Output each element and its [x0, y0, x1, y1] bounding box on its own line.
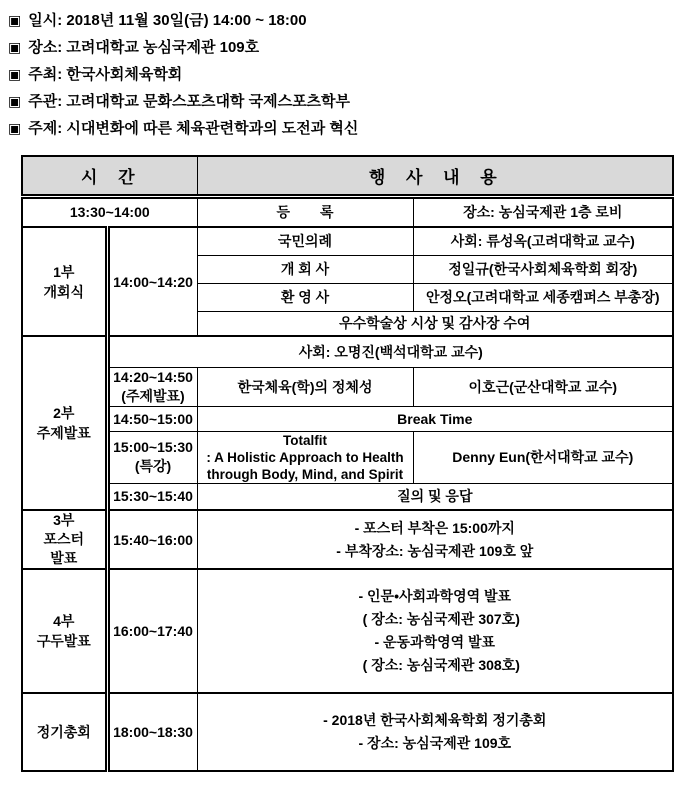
part2-moderator-row	[22, 336, 673, 367]
part2-label	[22, 336, 107, 510]
general-assembly-content	[197, 693, 673, 771]
event-meta-list	[0, 0, 685, 142]
col-header-content: 행 사 내 용	[197, 156, 673, 196]
meta-item-date-text: 일시: 2018년 11월 30일(금) 14:00 ~ 18:00	[28, 12, 307, 29]
part2-qna-time: 15:30~15:40	[107, 483, 197, 510]
part3-label-line3: 발표	[50, 550, 78, 566]
part2-lecture-event	[197, 431, 413, 483]
meta-item-organizer	[8, 88, 685, 115]
general-assembly-line-2: - 장소: 농심국제관 109호	[358, 735, 512, 751]
part3-line-1: - 포스터 부착은 15:00까지	[354, 519, 515, 536]
part2-keynote-row	[22, 367, 673, 406]
part4-line-1: - 인문•사회과학영역 발표	[358, 588, 512, 604]
part4-line-2: ( 장소: 농심국제관 307호)	[362, 611, 520, 627]
part2-qna-row	[22, 483, 673, 510]
part4-line-3: - 운동과학영역 발표	[374, 634, 496, 650]
col-header-time: 시 간	[22, 156, 197, 196]
part2-label-line1: 2부	[53, 405, 75, 421]
part1-label-line2: 개회식	[43, 283, 85, 300]
part2-break-row	[22, 406, 673, 431]
part3-content	[197, 510, 673, 569]
meta-item-host	[8, 61, 685, 88]
part1-label	[22, 227, 107, 336]
part4-label	[22, 569, 107, 693]
part1-time: 14:00~14:20	[107, 227, 197, 336]
meta-item-place	[8, 34, 685, 61]
part3-label-line1: 3부	[53, 512, 75, 528]
general-assembly-row	[22, 693, 673, 771]
square-bullet-icon: ▣	[8, 66, 22, 82]
square-bullet-icon: ▣	[8, 93, 22, 109]
registration-event: 등 록	[197, 196, 413, 227]
part2-lecture-time	[107, 431, 197, 483]
part1-award: 우수학술상 시상 및 감사장 수여	[197, 311, 673, 336]
part2-lecture-row	[22, 431, 673, 483]
square-bullet-icon: ▣	[8, 120, 22, 136]
part1-event-3: 환 영 사	[197, 283, 413, 311]
part2-keynote-time-line2: (주제발표)	[121, 387, 185, 404]
part1-label-line1: 1부	[53, 263, 75, 280]
square-bullet-icon: ▣	[8, 39, 22, 55]
part2-keynote-time	[107, 367, 197, 406]
part1-detail-3: 안정오(고려대학교 세종캠퍼스 부총장)	[413, 283, 673, 311]
part2-lecture-time-line1: 15:00~15:30	[113, 439, 193, 455]
part1-detail-1: 사회: 류성옥(고려대학교 교수)	[413, 227, 673, 255]
part3-label-line2: 포스터	[43, 531, 85, 547]
meta-item-host-text: 주최: 한국사회체육학회	[28, 66, 183, 83]
part4-time: 16:00~17:40	[107, 569, 197, 693]
part2-keynote-time-line1: 14:20~14:50	[113, 368, 193, 385]
meta-item-organizer-text: 주관: 고려대학교 문화스포츠대학 국제스포츠학부	[28, 93, 351, 110]
part4-content	[197, 569, 673, 693]
general-assembly-time: 18:00~18:30	[107, 693, 197, 771]
part2-label-line2: 주제발표	[36, 425, 91, 441]
part2-keynote-event: 한국체육(학)의 정체성	[197, 367, 413, 406]
meta-item-date	[8, 7, 685, 34]
part2-lecture-subtitle-2: through Body, Mind, and Spirit	[206, 466, 404, 482]
registration-row	[22, 196, 673, 227]
part4-row	[22, 569, 673, 693]
part3-label	[22, 510, 107, 569]
square-bullet-icon: ▣	[8, 12, 22, 28]
part1-event-1: 국민의례	[197, 227, 413, 255]
header-row	[22, 156, 673, 196]
part3-time: 15:40~16:00	[107, 510, 197, 569]
meta-item-theme-text: 주제: 시대변화에 따른 체육관련학과의 도전과 혁신	[28, 120, 359, 137]
part2-keynote-detail: 이호근(군산대학교 교수)	[413, 367, 673, 406]
registration-time: 13:30~14:00	[22, 196, 197, 227]
part4-label-line1: 4부	[53, 613, 75, 629]
part2-break-time: 14:50~15:00	[107, 406, 197, 431]
part2-lecture-subtitle-1: : A Holistic Approach to Health	[206, 449, 404, 465]
part4-line-4: ( 장소: 농심국제관 308호)	[362, 657, 520, 673]
part2-lecture-time-line2: (특강)	[134, 458, 172, 474]
general-assembly-label: 정기총회	[22, 693, 107, 771]
general-assembly-line-1: - 2018년 한국사회체육학회 정기총회	[323, 712, 547, 728]
part2-lecture-title: Totalfit	[283, 432, 328, 448]
part3-line-2: - 부착장소: 농심국제관 109호 앞	[336, 542, 534, 559]
part2-lecture-detail: Denny Eun(한서대학교 교수)	[413, 431, 673, 483]
part3-row	[22, 510, 673, 569]
registration-detail: 장소: 농심국제관 1층 로비	[413, 196, 673, 227]
part1-row-1	[22, 227, 673, 255]
part4-label-line2: 구두발표	[36, 633, 91, 649]
part2-break-label: Break Time	[197, 406, 673, 431]
part1-event-2: 개 회 사	[197, 255, 413, 283]
part2-qna-label: 질의 및 응답	[197, 483, 673, 510]
schedule-table	[21, 155, 674, 772]
meta-item-place-text: 장소: 고려대학교 농심국제관 109호	[28, 39, 260, 56]
part1-detail-2: 정일규(한국사회체육학회 회장)	[413, 255, 673, 283]
part2-moderator: 사회: 오명진(백석대학교 교수)	[107, 336, 673, 367]
meta-item-theme	[8, 115, 685, 142]
